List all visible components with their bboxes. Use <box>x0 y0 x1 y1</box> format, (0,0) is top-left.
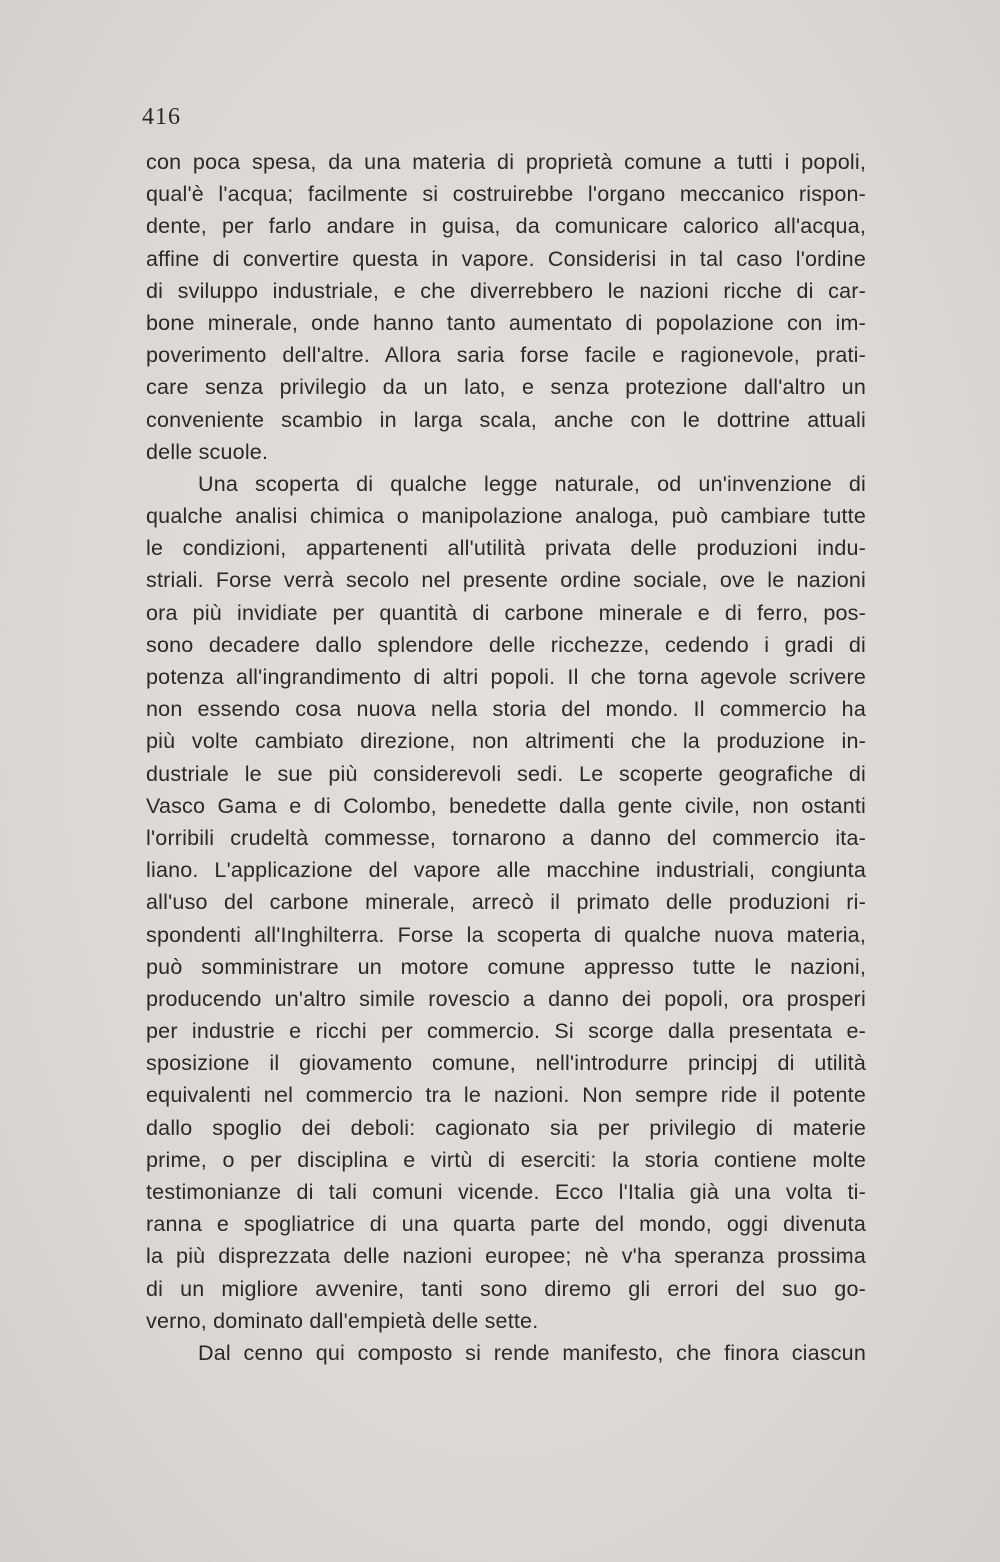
text-line: con poca spesa, da una materia di proprietà comune a tutti i popoli, <box>146 150 866 174</box>
text-line: di un migliore avvenire, tanti sono diremo gli errori del suo go- <box>146 1276 866 1301</box>
text-line: Una scoperta di qualche legge naturale, od un'invenzione di <box>198 471 866 496</box>
text-line: dente, per farlo andare in guisa, da comunicare calorico all'acqua, <box>146 214 866 239</box>
text-line: qual'è l'acqua; facilmente si costruirebbe l'organo meccanico rispon- <box>146 182 866 207</box>
text-line: per industrie e ricchi per commercio. Si scorge dalla presentata e- <box>146 1019 866 1044</box>
text-line: ranna e spogliatrice di una quarta parte del mondo, oggi divenuta <box>146 1212 866 1237</box>
text-line: può somministrare un motore comune appresso tutte le nazioni, <box>146 954 866 979</box>
text-line: verno, dominato dall'empietà delle sette. <box>146 1308 539 1333</box>
text-line: testimonianze di tali comuni vicende. Ecco l'Italia già una volta ti- <box>146 1180 866 1204</box>
text-line: potenza all'ingrandimento di altri popoli. Il che torna agevole scrivere <box>146 665 866 689</box>
text-line: spondenti all'Inghilterra. Forse la scoperta di qualche nuova materia, <box>146 922 866 947</box>
text-line: le condizioni, appartenenti all'utilità privata delle produzioni indu- <box>146 536 866 561</box>
text-line: Vasco Gama e di Colombo, benedette dalla gente civile, non ostanti <box>146 793 866 818</box>
paragraph <box>146 468 866 1337</box>
text-line: care senza privilegio da un lato, e senza protezione dall'altro un <box>146 375 866 400</box>
paragraph <box>146 1337 866 1369</box>
paragraph <box>146 146 866 468</box>
text-line: prime, o per disciplina e virtù di eserciti: la storia contiene molte <box>146 1147 866 1172</box>
text-line: dallo spoglio dei deboli: cagionato sia per privilegio di materie <box>146 1115 866 1140</box>
text-line: Dal cenno qui composto si rende manifesto, che finora ciascun <box>198 1340 866 1365</box>
text-line: qualche analisi chimica o manipolazione analoga, può cambiare tutte <box>146 504 866 529</box>
text-line: equivalenti nel commercio tra le nazioni. Non sempre ride il potente <box>146 1083 866 1108</box>
text-line: dustriale le sue più considerevoli sedi. Le scoperte geografiche di <box>146 761 866 786</box>
text-line: poverimento dell'altre. Allora saria forse facile e ragionevole, prati- <box>146 343 866 368</box>
text-line: striali. Forse verrà secolo nel presente ordine sociale, ove le nazioni <box>146 568 866 593</box>
text-line: la più disprezzata delle nazioni europee; nè v'ha speranza prossima <box>146 1244 866 1269</box>
text-line: sono decadere dallo splendore delle ricchezze, cedendo i gradi di <box>146 632 866 657</box>
page-number: 416 <box>142 104 181 130</box>
text-line: non essendo cosa nuova nella storia del mondo. Il commercio ha <box>146 697 866 722</box>
text-line: bone minerale, onde hanno tanto aumentato di popolazione con im- <box>146 310 866 335</box>
text-line: delle scuole. <box>146 439 269 464</box>
text-line: l'orribili crudeltà commesse, tornarono a danno del commercio ita- <box>146 825 866 850</box>
text-line: producendo un'altro simile rovescio a danno dei popoli, ora prosperi <box>146 986 866 1011</box>
text-line: all'uso del carbone minerale, arrecò il primato delle produzioni ri- <box>146 890 866 915</box>
text-line: affine di convertire questa in vapore. Considerisi in tal caso l'ordine <box>146 246 866 271</box>
text-line: sposizione il giovamento comune, nell'introdurre principj di utilità <box>146 1051 866 1076</box>
text-line: ora più invidiate per quantità di carbone minerale e di ferro, pos- <box>146 600 866 625</box>
text-line: conveniente scambio in larga scala, anche con le dottrine attuali <box>146 407 866 432</box>
text-line: liano. L'applicazione del vapore alle macchine industriali, congiunta <box>146 858 866 883</box>
text-line: di sviluppo industriale, e che diverrebbero le nazioni ricche di car- <box>146 278 866 303</box>
text-line: più volte cambiato direzione, non altrimenti che la produzione in- <box>146 729 866 754</box>
body-text <box>146 146 866 1369</box>
